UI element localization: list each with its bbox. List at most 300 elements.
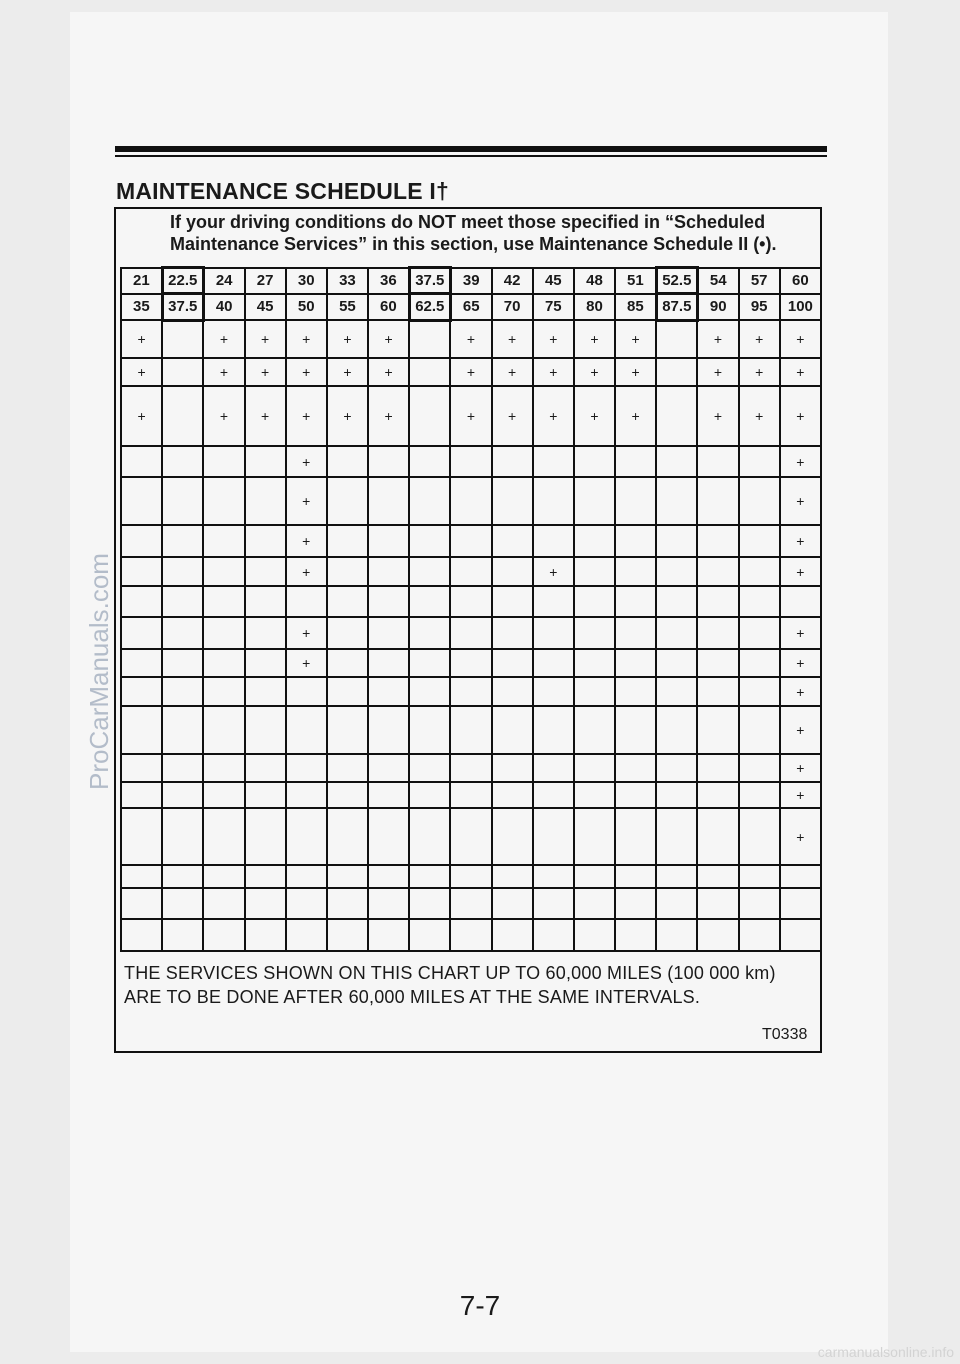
empty-cell — [574, 477, 615, 525]
empty-cell — [245, 557, 286, 586]
service-marker: + — [245, 386, 286, 446]
miles-header-row — [121, 268, 821, 294]
empty-cell — [656, 320, 697, 358]
footer-line-2: ARE TO BE DONE AFTER 60,000 MILES AT THE SAME INTERVALS. — [124, 987, 701, 1007]
empty-cell — [656, 865, 697, 888]
empty-cell — [203, 477, 244, 525]
empty-cell — [697, 865, 738, 888]
miles-header-row-cell: 51 — [615, 268, 656, 294]
empty-cell — [121, 888, 162, 919]
service-marker: + — [245, 320, 286, 358]
empty-cell — [286, 677, 327, 707]
empty-cell — [780, 888, 821, 919]
miles-header-row-cell: 57 — [739, 268, 780, 294]
empty-cell — [492, 649, 533, 677]
empty-cell — [162, 888, 203, 919]
kilometers-header-row-cell: 80 — [574, 294, 615, 320]
empty-cell — [121, 754, 162, 782]
empty-cell — [574, 649, 615, 677]
miles-header-row-cell: 52.5 — [656, 268, 697, 294]
empty-cell — [409, 477, 450, 525]
empty-cell — [450, 477, 491, 525]
empty-cell — [121, 706, 162, 754]
empty-cell — [327, 477, 368, 525]
empty-cell — [409, 782, 450, 808]
empty-cell — [327, 525, 368, 558]
empty-cell — [697, 808, 738, 865]
empty-cell — [121, 649, 162, 677]
empty-cell — [615, 477, 656, 525]
empty-cell — [121, 808, 162, 865]
side-watermark: ProCarManuals.com — [84, 553, 114, 790]
empty-cell — [368, 754, 409, 782]
empty-cell — [409, 386, 450, 446]
service-marker: + — [286, 358, 327, 386]
empty-cell — [492, 446, 533, 477]
empty-cell — [368, 919, 409, 951]
service-marker: + — [286, 525, 327, 558]
service-marker: + — [450, 358, 491, 386]
empty-cell — [327, 446, 368, 477]
empty-cell — [368, 446, 409, 477]
empty-cell — [739, 446, 780, 477]
empty-cell — [245, 677, 286, 707]
empty-cell — [615, 865, 656, 888]
empty-cell — [492, 808, 533, 865]
service-marker: + — [780, 557, 821, 586]
empty-cell — [450, 617, 491, 650]
empty-cell — [697, 919, 738, 951]
empty-cell — [162, 782, 203, 808]
empty-cell — [327, 808, 368, 865]
empty-cell — [492, 677, 533, 707]
empty-cell — [203, 586, 244, 617]
miles-header-row-cell: 37.5 — [409, 268, 450, 294]
kilometers-header-row-cell: 40 — [203, 294, 244, 320]
service-marker: + — [492, 358, 533, 386]
table-row — [121, 677, 821, 707]
service-marker: + — [121, 386, 162, 446]
empty-cell — [697, 888, 738, 919]
service-marker: + — [492, 386, 533, 446]
empty-cell — [533, 586, 574, 617]
empty-cell — [409, 808, 450, 865]
empty-cell — [492, 754, 533, 782]
empty-cell — [121, 677, 162, 707]
empty-cell — [327, 586, 368, 617]
empty-cell — [656, 477, 697, 525]
empty-cell — [450, 808, 491, 865]
empty-cell — [615, 557, 656, 586]
empty-cell — [492, 557, 533, 586]
empty-cell — [739, 586, 780, 617]
empty-cell — [162, 677, 203, 707]
empty-cell — [286, 865, 327, 888]
empty-cell — [656, 754, 697, 782]
empty-cell — [533, 617, 574, 650]
empty-cell — [162, 320, 203, 358]
empty-cell — [574, 677, 615, 707]
empty-cell — [615, 888, 656, 919]
kilometers-header-row-cell: 85 — [615, 294, 656, 320]
table-row — [121, 888, 821, 919]
page-title: MAINTENANCE SCHEDULE I† — [116, 178, 450, 204]
service-marker: + — [697, 320, 738, 358]
empty-cell — [656, 386, 697, 446]
empty-cell — [121, 586, 162, 617]
empty-cell — [121, 865, 162, 888]
empty-cell — [203, 888, 244, 919]
empty-cell — [492, 782, 533, 808]
empty-cell — [615, 617, 656, 650]
empty-cell — [327, 557, 368, 586]
service-marker: + — [327, 386, 368, 446]
empty-cell — [327, 649, 368, 677]
empty-cell — [492, 865, 533, 888]
kilometers-header-row — [121, 294, 821, 320]
empty-cell — [533, 754, 574, 782]
service-marker: + — [533, 386, 574, 446]
maintenance-grid — [120, 266, 822, 952]
empty-cell — [162, 557, 203, 586]
service-marker: + — [780, 617, 821, 650]
empty-cell — [656, 525, 697, 558]
empty-cell — [780, 919, 821, 951]
empty-cell — [203, 865, 244, 888]
empty-cell — [245, 706, 286, 754]
empty-cell — [615, 525, 656, 558]
empty-cell — [409, 677, 450, 707]
empty-cell — [492, 525, 533, 558]
empty-cell — [121, 617, 162, 650]
empty-cell — [368, 677, 409, 707]
empty-cell — [162, 808, 203, 865]
empty-cell — [245, 808, 286, 865]
empty-cell — [656, 358, 697, 386]
service-marker: + — [121, 358, 162, 386]
kilometers-header-row-cell: 50 — [286, 294, 327, 320]
table-row — [121, 525, 821, 558]
service-marker: + — [203, 358, 244, 386]
empty-cell — [286, 754, 327, 782]
service-marker: + — [780, 477, 821, 525]
table-row — [121, 617, 821, 650]
empty-cell — [450, 888, 491, 919]
miles-header-row-cell: 45 — [533, 268, 574, 294]
empty-cell — [492, 586, 533, 617]
empty-cell — [368, 888, 409, 919]
empty-cell — [162, 386, 203, 446]
service-marker: + — [697, 358, 738, 386]
empty-cell — [409, 358, 450, 386]
empty-cell — [203, 649, 244, 677]
empty-cell — [409, 320, 450, 358]
service-marker: + — [615, 320, 656, 358]
empty-cell — [574, 617, 615, 650]
empty-cell — [615, 808, 656, 865]
empty-cell — [697, 677, 738, 707]
miles-header-row-cell: 22.5 — [162, 268, 203, 294]
empty-cell — [450, 754, 491, 782]
empty-cell — [574, 865, 615, 888]
site-watermark: carmanualsonline.info — [817, 1344, 954, 1360]
miles-header-row-cell: 33 — [327, 268, 368, 294]
miles-header-row-cell: 54 — [697, 268, 738, 294]
empty-cell — [327, 888, 368, 919]
empty-cell — [327, 865, 368, 888]
empty-cell — [739, 557, 780, 586]
service-marker: + — [286, 386, 327, 446]
empty-cell — [697, 782, 738, 808]
empty-cell — [245, 586, 286, 617]
empty-cell — [203, 919, 244, 951]
table-row — [121, 754, 821, 782]
empty-cell — [368, 525, 409, 558]
empty-cell — [409, 586, 450, 617]
empty-cell — [574, 754, 615, 782]
empty-cell — [121, 525, 162, 558]
empty-cell — [162, 358, 203, 386]
service-marker: + — [368, 386, 409, 446]
kilometers-header-row-cell: 60 — [368, 294, 409, 320]
empty-cell — [409, 754, 450, 782]
empty-cell — [245, 617, 286, 650]
empty-cell — [286, 586, 327, 617]
empty-cell — [203, 808, 244, 865]
empty-cell — [739, 919, 780, 951]
service-marker: + — [615, 358, 656, 386]
empty-cell — [245, 649, 286, 677]
footer-note — [124, 961, 814, 1009]
empty-cell — [286, 706, 327, 754]
table-row — [121, 919, 821, 951]
service-marker: + — [368, 320, 409, 358]
empty-cell — [533, 706, 574, 754]
empty-cell — [368, 782, 409, 808]
service-marker: + — [450, 320, 491, 358]
empty-cell — [574, 446, 615, 477]
service-marker: + — [574, 320, 615, 358]
empty-cell — [697, 446, 738, 477]
empty-cell — [245, 477, 286, 525]
empty-cell — [203, 446, 244, 477]
empty-cell — [409, 617, 450, 650]
empty-cell — [656, 586, 697, 617]
empty-cell — [574, 586, 615, 617]
empty-cell — [327, 706, 368, 754]
empty-cell — [574, 888, 615, 919]
figure-code: T0338 — [762, 1026, 808, 1043]
empty-cell — [162, 649, 203, 677]
empty-cell — [697, 617, 738, 650]
footer-line-1: THE SERVICES SHOWN ON THIS CHART UP TO 60,000 MILES (100 000 km) — [124, 963, 776, 983]
empty-cell — [121, 446, 162, 477]
empty-cell — [739, 649, 780, 677]
page-number: 7-7 — [459, 1290, 501, 1321]
empty-cell — [656, 617, 697, 650]
miles-header-row-cell: 21 — [121, 268, 162, 294]
empty-cell — [245, 754, 286, 782]
empty-cell — [121, 919, 162, 951]
empty-cell — [368, 649, 409, 677]
empty-cell — [739, 865, 780, 888]
empty-cell — [656, 557, 697, 586]
empty-cell — [533, 782, 574, 808]
service-marker: + — [327, 358, 368, 386]
table-row — [121, 782, 821, 808]
empty-cell — [450, 586, 491, 617]
service-marker: + — [780, 525, 821, 558]
empty-cell — [615, 919, 656, 951]
miles-header-row-cell: 36 — [368, 268, 409, 294]
table-row — [121, 865, 821, 888]
empty-cell — [574, 782, 615, 808]
empty-cell — [245, 525, 286, 558]
empty-cell — [533, 525, 574, 558]
empty-cell — [245, 782, 286, 808]
service-marker: + — [533, 320, 574, 358]
empty-cell — [286, 782, 327, 808]
service-marker: + — [574, 386, 615, 446]
table-row — [121, 557, 821, 586]
empty-cell — [203, 525, 244, 558]
empty-cell — [245, 865, 286, 888]
empty-cell — [121, 557, 162, 586]
empty-cell — [533, 677, 574, 707]
empty-cell — [574, 706, 615, 754]
empty-cell — [203, 706, 244, 754]
empty-cell — [492, 888, 533, 919]
empty-cell — [450, 782, 491, 808]
service-marker: + — [697, 386, 738, 446]
miles-header-row-cell: 27 — [245, 268, 286, 294]
empty-cell — [450, 649, 491, 677]
service-marker: + — [780, 358, 821, 386]
service-marker: + — [533, 358, 574, 386]
empty-cell — [409, 525, 450, 558]
empty-cell — [450, 446, 491, 477]
kilometers-header-row-cell: 35 — [121, 294, 162, 320]
empty-cell — [203, 782, 244, 808]
kilometers-header-row-cell: 90 — [697, 294, 738, 320]
empty-cell — [780, 586, 821, 617]
empty-cell — [450, 525, 491, 558]
service-marker: + — [245, 358, 286, 386]
empty-cell — [286, 808, 327, 865]
empty-cell — [203, 617, 244, 650]
empty-cell — [245, 446, 286, 477]
service-marker: + — [780, 446, 821, 477]
empty-cell — [162, 586, 203, 617]
empty-cell — [697, 557, 738, 586]
service-marker: + — [780, 649, 821, 677]
empty-cell — [492, 919, 533, 951]
kilometers-header-row-cell: 45 — [245, 294, 286, 320]
empty-cell — [368, 865, 409, 888]
empty-cell — [615, 754, 656, 782]
empty-cell — [533, 649, 574, 677]
kilometers-header-row-cell: 55 — [327, 294, 368, 320]
empty-cell — [450, 919, 491, 951]
table-row — [121, 320, 821, 358]
empty-cell — [450, 706, 491, 754]
empty-cell — [409, 649, 450, 677]
empty-cell — [162, 919, 203, 951]
header-rule-thick — [115, 146, 827, 152]
service-marker: + — [286, 557, 327, 586]
empty-cell — [739, 706, 780, 754]
header-rule-thin — [115, 155, 827, 157]
service-marker: + — [780, 706, 821, 754]
empty-cell — [615, 446, 656, 477]
empty-cell — [450, 557, 491, 586]
empty-cell — [286, 919, 327, 951]
service-marker: + — [450, 386, 491, 446]
empty-cell — [121, 782, 162, 808]
kilometers-header-row-cell: 70 — [492, 294, 533, 320]
kilometers-header-row-cell: 62.5 — [409, 294, 450, 320]
kilometers-header-row-cell: 75 — [533, 294, 574, 320]
empty-cell — [368, 586, 409, 617]
empty-cell — [533, 477, 574, 525]
service-marker: + — [739, 358, 780, 386]
table-row — [121, 477, 821, 525]
service-marker: + — [780, 782, 821, 808]
empty-cell — [327, 617, 368, 650]
empty-cell — [162, 754, 203, 782]
empty-cell — [656, 919, 697, 951]
empty-cell — [533, 919, 574, 951]
empty-cell — [656, 446, 697, 477]
intro-text: If your driving conditions do NOT meet those specified in “Scheduled Maintenance Services” in this section, use Maintenance Schedule II (•). — [170, 212, 777, 254]
service-marker: + — [533, 557, 574, 586]
empty-cell — [450, 677, 491, 707]
empty-cell — [368, 557, 409, 586]
empty-cell — [409, 888, 450, 919]
table-row — [121, 649, 821, 677]
service-marker: + — [780, 677, 821, 707]
kilometers-header-row-cell: 95 — [739, 294, 780, 320]
service-marker: + — [286, 446, 327, 477]
service-marker: + — [286, 320, 327, 358]
empty-cell — [409, 557, 450, 586]
empty-cell — [368, 617, 409, 650]
empty-cell — [615, 706, 656, 754]
kilometers-header-row-cell: 87.5 — [656, 294, 697, 320]
empty-cell — [368, 706, 409, 754]
table-row — [121, 808, 821, 865]
table-row — [121, 386, 821, 446]
table-row — [121, 358, 821, 386]
empty-cell — [615, 649, 656, 677]
empty-cell — [409, 446, 450, 477]
empty-cell — [162, 446, 203, 477]
service-marker: + — [615, 386, 656, 446]
service-marker: + — [492, 320, 533, 358]
empty-cell — [533, 865, 574, 888]
empty-cell — [162, 865, 203, 888]
empty-cell — [697, 586, 738, 617]
miles-header-row-cell: 39 — [450, 268, 491, 294]
empty-cell — [327, 677, 368, 707]
empty-cell — [533, 446, 574, 477]
service-marker: + — [739, 320, 780, 358]
miles-header-row-cell: 60 — [780, 268, 821, 294]
service-marker: + — [203, 386, 244, 446]
empty-cell — [327, 919, 368, 951]
kilometers-header-row-cell: 65 — [450, 294, 491, 320]
empty-cell — [574, 919, 615, 951]
